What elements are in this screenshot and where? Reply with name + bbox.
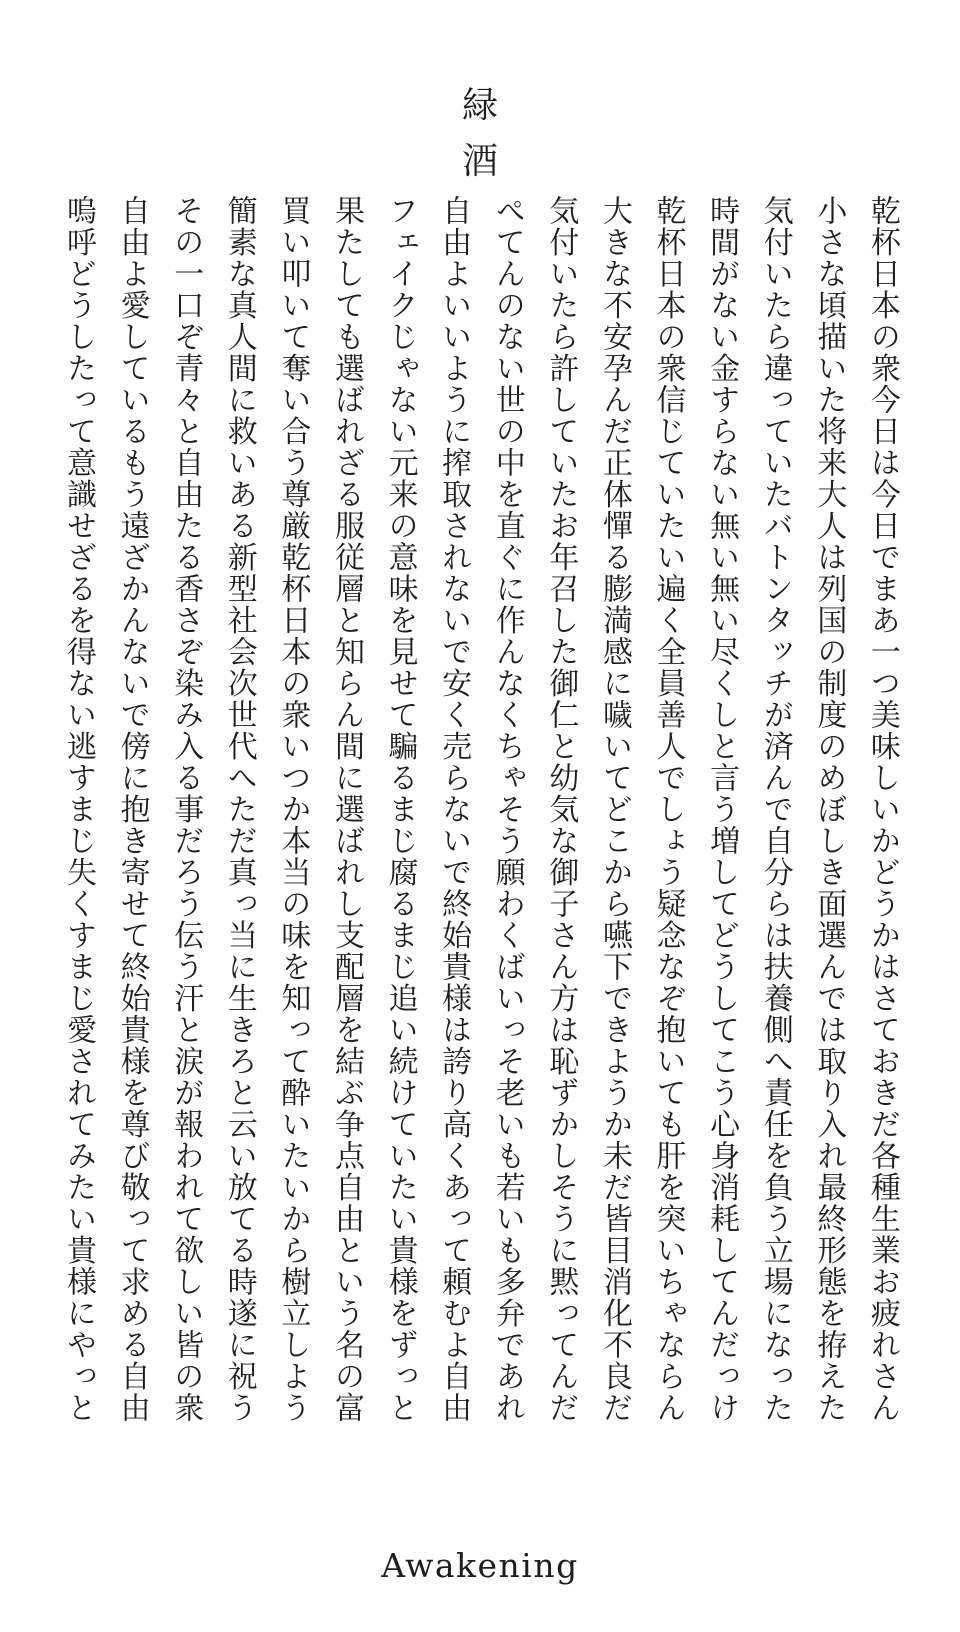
title-line-1: 緑 (461, 85, 498, 126)
poem-line-9: 自由よいいように搾取されないで安く売らないで終始貴様は誇り高くあって頼むよ自由 (436, 195, 472, 1424)
title-line-2: 酒 (461, 141, 498, 182)
poem-line-5: 乾杯日本の衆信じていたい遍く全員善人でしょう疑念なぞ抱いても肝を突いちゃならん (650, 195, 686, 1424)
poem-line-1: 乾杯日本の衆今日は今日でまあ一つ美味しいかどうかはさておきだ各種生業お疲れさん (864, 195, 900, 1424)
poem-line-11: 果たしても選ばれざる服従層と知らん間に選ばれし支配層を結ぶ争点自由という名の富 (328, 195, 364, 1424)
footer-title: Awakening (381, 1546, 579, 1585)
poem-line-6: 大きな不安孕んだ正体憚る膨満感に噦いてどこから嚥下できようか未だ皆目消化不良だ (596, 195, 632, 1424)
poem-line-13: 簡素な真人間に救いある新型社会次世代へただ真っ当に生きろと云い放てる時遂に祝う (221, 195, 257, 1424)
poem-line-10: フェイクじゃない元来の意味を見せて騙るまじ腐るまじ追い続けていたい貴様をずっと (382, 195, 418, 1424)
poem-line-16: 嗚呼どうしたって意識せざるを得ない逃すまじ失くすまじ愛されてみたい貴様にやっと (61, 195, 96, 1424)
title-block (0, 78, 960, 190)
poem-body (60, 195, 900, 1575)
poem-line-8: ぺてんのない世の中を直ぐに作んなくちゃそう願わくばいっそ老いも若いも多弁であれ (489, 195, 525, 1424)
poem-line-12: 買い叩いて奪い合う尊厳乾杯日本の衆いつか本当の味を知って酔いたいから樹立しよう (275, 195, 311, 1424)
poem-line-3: 気付いたら違っていたバトンタッチが済んで自分らは扶養側へ責任を負う立場になった (757, 195, 793, 1424)
poem-line-14: その一口ぞ青々と自由たる香さぞ染み入る事だろう伝う汗と涙が報われて欲しい皆の衆 (168, 195, 204, 1424)
poem-line-7: 気付いたら許していたお年召した御仁と幼気な御子さん方は恥ずかしそうに黙ってんだ (543, 195, 579, 1424)
poem-line-2: 小さな頃描いた将来大人は列国の制度のめぼしき面選んでは取り入れ最終形態を拵えた (811, 195, 847, 1424)
poem-line-4: 時間がない金すらない無い無い尽くしと言う増してどうしてこう心身消耗してんだっけ (704, 195, 740, 1424)
poem-line-15: 自由よ愛しているもう遠ざかんないで傍に抱き寄せて終始貴様を尊び敬って求める自由 (114, 195, 150, 1424)
